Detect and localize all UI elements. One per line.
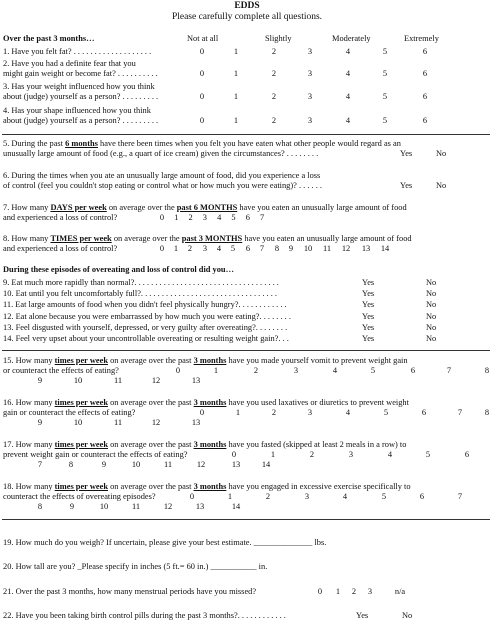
episode-question-11: 11. Eat large amounts of food when you didn't feel physically hungry?. . . . . . . . . . . . bbox=[3, 300, 287, 310]
q22-no-option[interactable]: No bbox=[402, 611, 413, 620]
q15-option-4[interactable]: 4 bbox=[332, 366, 338, 375]
q13-yes-option[interactable]: Yes bbox=[362, 322, 375, 332]
q8-option-0[interactable]: 0 bbox=[159, 244, 165, 253]
q15-option-2[interactable]: 2 bbox=[253, 366, 259, 375]
q21-option-0[interactable]: 0 bbox=[317, 587, 323, 596]
q17-option-11[interactable]: 11 bbox=[163, 460, 173, 469]
q8-option-14[interactable]: 14 bbox=[380, 244, 390, 253]
question-7-line2: and experienced a loss of control? bbox=[3, 213, 118, 222]
q2-option-0[interactable]: 0 bbox=[199, 69, 205, 78]
question-1: 1. Have you felt fat? . . . . . . . . . . . . . . . . . . . bbox=[3, 47, 152, 56]
q18-option-11[interactable]: 11 bbox=[131, 502, 141, 511]
episode-question-13: 13. Feel disgusted with yourself, depressed, or very guilty after overeating?. . . . . . . . bbox=[3, 322, 288, 332]
q4-option-6[interactable]: 6 bbox=[422, 116, 428, 125]
scale-label-moderately: Moderately bbox=[332, 34, 371, 43]
q2-option-1[interactable]: 1 bbox=[233, 69, 239, 78]
q21-option-2[interactable]: 2 bbox=[351, 587, 357, 596]
q2-option-6[interactable]: 6 bbox=[422, 69, 428, 78]
q8-option-7[interactable]: 7 bbox=[259, 244, 265, 253]
question-3-line2: about (judge) yourself as a person? . . . . . . . . . bbox=[3, 92, 159, 101]
q15-option-8[interactable]: 8 bbox=[484, 366, 490, 375]
q17-option-8[interactable]: 8 bbox=[68, 460, 74, 469]
q18-option-0[interactable]: 0 bbox=[189, 492, 195, 501]
q18-option-13[interactable]: 13 bbox=[195, 502, 205, 511]
q8-option-9[interactable]: 9 bbox=[288, 244, 294, 253]
q8-option-12[interactable]: 12 bbox=[341, 244, 351, 253]
question-16-line1: 16. How many times per week on average over the past 3 months have you used laxatives or diuretics to prevent weight bbox=[3, 398, 409, 407]
q17-option-9[interactable]: 9 bbox=[101, 460, 107, 469]
q21-option-1[interactable]: 1 bbox=[335, 587, 341, 596]
q7-option-4[interactable]: 4 bbox=[217, 213, 222, 222]
question-17-line2: prevent weight gain or counteract the effects of eating? bbox=[3, 450, 188, 459]
episode-question-14: 14. Feel very upset about your uncontrollable overeating or resulting weight gain?. . . bbox=[3, 334, 289, 343]
q7-option-2[interactable]: 2 bbox=[188, 213, 193, 222]
q15-option-1[interactable]: 1 bbox=[213, 366, 219, 375]
question-21: 21. Over the past 3 months, how many menstrual periods have you missed? bbox=[3, 587, 257, 596]
divider bbox=[2, 519, 490, 520]
q18-option-12[interactable]: 12 bbox=[163, 502, 173, 511]
q16-option-11[interactable]: 11 bbox=[113, 418, 123, 427]
question-4-line1: 4. Has your shape influenced how you think bbox=[3, 106, 151, 115]
q4-option-3[interactable]: 3 bbox=[307, 116, 313, 125]
q9-yes-option[interactable]: Yes bbox=[362, 278, 375, 287]
question-7-line1: 7. How many DAYS per week on average over the past 6 MONTHS have you eaten an unusually large amount of food bbox=[3, 203, 407, 212]
q4-option-4[interactable]: 4 bbox=[345, 116, 351, 125]
q16-option-6[interactable]: 6 bbox=[421, 408, 427, 417]
q16-option-5[interactable]: 5 bbox=[383, 408, 389, 417]
q1-option-5[interactable]: 5 bbox=[382, 47, 388, 56]
q8-option-11[interactable]: 11 bbox=[322, 244, 332, 253]
q16-option-10[interactable]: 10 bbox=[73, 418, 83, 427]
q18-option-6[interactable]: 6 bbox=[419, 492, 425, 501]
q16-option-12[interactable]: 12 bbox=[151, 418, 161, 427]
q18-option-9[interactable]: 9 bbox=[69, 502, 75, 511]
section1-header: Over the past 3 months… bbox=[3, 34, 95, 43]
q18-option-7[interactable]: 7 bbox=[457, 492, 463, 501]
q1-option-4[interactable]: 4 bbox=[345, 47, 351, 56]
q7-option-6[interactable]: 6 bbox=[245, 213, 250, 222]
q2-option-4[interactable]: 4 bbox=[345, 69, 351, 78]
q17-option-10[interactable]: 10 bbox=[131, 460, 141, 469]
q8-option-2[interactable]: 2 bbox=[187, 244, 193, 253]
question-3-line1: 3. Has your weight influenced how you think bbox=[3, 82, 155, 91]
q15-option-13[interactable]: 13 bbox=[191, 376, 201, 385]
q10-no-option[interactable]: No bbox=[426, 289, 437, 299]
q15-option-12[interactable]: 12 bbox=[151, 376, 161, 385]
q8-option-13[interactable]: 13 bbox=[361, 244, 371, 253]
q7-option-3[interactable]: 3 bbox=[202, 213, 207, 222]
q12-yes-option[interactable]: Yes bbox=[362, 311, 375, 321]
q15-option-10[interactable]: 10 bbox=[73, 376, 83, 385]
q16-option-7[interactable]: 7 bbox=[457, 408, 463, 417]
q8-option-1[interactable]: 1 bbox=[173, 244, 179, 253]
q15-option-7[interactable]: 7 bbox=[446, 366, 452, 375]
form-title: EDDS bbox=[234, 1, 260, 11]
divider bbox=[2, 134, 490, 135]
q7-option-7[interactable]: 7 bbox=[260, 213, 265, 222]
q12-no-option[interactable]: No bbox=[426, 311, 437, 321]
q8-option-8[interactable]: 8 bbox=[274, 244, 280, 253]
q6-yes-option[interactable]: Yes bbox=[400, 181, 413, 190]
q17-option-3[interactable]: 3 bbox=[348, 450, 354, 459]
q2-option-3[interactable]: 3 bbox=[307, 69, 313, 78]
q15-option-6[interactable]: 6 bbox=[410, 366, 416, 375]
q18-option-14[interactable]: 14 bbox=[231, 502, 241, 511]
q15-option-11[interactable]: 11 bbox=[113, 376, 123, 385]
episode-question-9: 9. Eat much more rapidly than normal?. . . . . . . . . . . . . . . . . . . . . . . . . . . . . . . . . . . bbox=[3, 278, 279, 287]
q8-option-4[interactable]: 4 bbox=[216, 244, 222, 253]
question-2-line2: might gain weight or become fat? . . . . . . . . . . bbox=[3, 69, 158, 78]
q3-option-0[interactable]: 0 bbox=[199, 92, 205, 101]
question-5-line1: 5. During the past 6 months have there been times when you felt you have eaten what other people would regard as an bbox=[3, 139, 401, 148]
q15-option-3[interactable]: 3 bbox=[293, 366, 299, 375]
q21-option-3[interactable]: 3 bbox=[367, 587, 373, 596]
q15-option-0[interactable]: 0 bbox=[175, 366, 181, 375]
q18-option-1[interactable]: 1 bbox=[227, 492, 233, 501]
q1-option-0[interactable]: 0 bbox=[199, 47, 205, 56]
q3-option-3[interactable]: 3 bbox=[307, 92, 313, 101]
q17-option-14[interactable]: 14 bbox=[261, 460, 271, 469]
q3-option-4[interactable]: 4 bbox=[345, 92, 351, 101]
question-8-line1: 8. How many TIMES per week on average over the past 3 MONTHS have you eaten an unusually large amount of food bbox=[3, 234, 412, 243]
q18-option-2[interactable]: 2 bbox=[265, 492, 271, 501]
q6-no-option[interactable]: No bbox=[436, 181, 447, 190]
q18-option-3[interactable]: 3 bbox=[304, 492, 310, 501]
question-17-line1: 17. How many times per week on average over the past 3 months have you fasted (skipped at least 2 meals in a row) to bbox=[3, 440, 407, 449]
question-19: 19. How much do you weigh? If uncertain, please give your best estimate. ______________ lbs. bbox=[3, 538, 327, 547]
q18-option-8[interactable]: 8 bbox=[37, 502, 43, 511]
q14-no-option[interactable]: No bbox=[426, 334, 437, 343]
divider bbox=[2, 350, 490, 351]
q17-option-13[interactable]: 13 bbox=[231, 460, 241, 469]
q17-option-2[interactable]: 2 bbox=[309, 450, 315, 459]
scale-label-slightly: Slightly bbox=[265, 34, 292, 43]
q9-no-option[interactable]: No bbox=[426, 278, 437, 287]
question-2-line1: 2. Have you had a definite fear that you bbox=[3, 59, 136, 68]
question-6-line1: 6. During the times when you ate an unusually large amount of food, did you experience a loss bbox=[3, 171, 321, 180]
q4-option-5[interactable]: 5 bbox=[382, 116, 388, 125]
question-18-line1: 18. How many times per week on average over the past 3 months have you engaged in excessive exercise specifically to bbox=[3, 482, 411, 491]
q4-option-2[interactable]: 2 bbox=[271, 116, 277, 125]
q3-option-2[interactable]: 2 bbox=[271, 92, 277, 101]
q14-yes-option[interactable]: Yes bbox=[362, 334, 375, 343]
q3-option-5[interactable]: 5 bbox=[382, 92, 388, 101]
q7-option-1[interactable]: 1 bbox=[174, 213, 179, 222]
q7-option-0[interactable]: 0 bbox=[159, 213, 165, 222]
q5-no-option[interactable]: No bbox=[436, 149, 447, 158]
q15-option-9[interactable]: 9 bbox=[37, 376, 43, 385]
q1-option-1[interactable]: 1 bbox=[233, 47, 239, 56]
form-subtitle: Please carefully complete all questions. bbox=[171, 12, 323, 22]
question-18-line2: counteract the effects of overeating episodes? bbox=[3, 492, 156, 501]
q17-option-1[interactable]: 1 bbox=[270, 450, 276, 459]
question-6-line2: of control (feel you couldn't stop eating or control what or how much you were eating)? . . . . . . bbox=[3, 181, 322, 190]
q10-yes-option[interactable]: Yes bbox=[362, 289, 375, 299]
q8-option-6[interactable]: 6 bbox=[245, 244, 251, 253]
question-15-line2: or counteract the effects of eating? bbox=[3, 366, 119, 375]
question-20: 20. How tall are you? _Please specify in inches (5 ft.= 60 in.) ___________ in. bbox=[3, 562, 268, 571]
q4-option-0[interactable]: 0 bbox=[199, 116, 205, 125]
q1-option-6[interactable]: 6 bbox=[422, 47, 428, 56]
q17-option-0[interactable]: 0 bbox=[231, 450, 237, 459]
q16-option-8[interactable]: 8 bbox=[484, 408, 490, 417]
question-4-line2: about (judge) yourself as a person? . . . . . . . . . bbox=[3, 116, 159, 125]
q15-option-5[interactable]: 5 bbox=[370, 366, 376, 375]
q4-option-1[interactable]: 1 bbox=[233, 116, 239, 125]
scale-label-not-at-all: Not at all bbox=[187, 34, 219, 43]
question-22: 22. Have you been taking birth control pills during the past 3 months?. . . . . . . . . . . . bbox=[3, 611, 286, 620]
question-8-line2: and experienced a loss of control? bbox=[3, 244, 118, 253]
q17-option-7[interactable]: 7 bbox=[37, 460, 43, 469]
question-5-line2: unusually large amount of food (e.g., a quart of ice cream) given the circumstances? . . . . . . . . bbox=[3, 149, 319, 158]
q8-option-10[interactable]: 10 bbox=[303, 244, 313, 253]
q16-option-4[interactable]: 4 bbox=[345, 408, 351, 417]
episode-question-12: 12. Eat alone because you were embarrassed by how much you were eating?. . . . . . . . bbox=[3, 311, 291, 321]
q18-option-10[interactable]: 10 bbox=[99, 502, 109, 511]
q5-yes-option[interactable]: Yes bbox=[400, 149, 413, 158]
q17-option-6[interactable]: 6 bbox=[464, 450, 470, 459]
q16-option-2[interactable]: 2 bbox=[271, 408, 277, 417]
q16-option-1[interactable]: 1 bbox=[235, 408, 241, 417]
q16-option-3[interactable]: 3 bbox=[307, 408, 313, 417]
scale-label-extremely: Extremely bbox=[404, 34, 439, 43]
episode-question-10: 10. Eat until you felt uncomfortably full?. . . . . . . . . . . . . . . . . . . . . . . . . . . . . . . . . bbox=[3, 289, 278, 299]
q8-option-3[interactable]: 3 bbox=[202, 244, 208, 253]
q11-yes-option[interactable]: Yes bbox=[362, 300, 375, 310]
q13-no-option[interactable]: No bbox=[426, 322, 437, 332]
episodes-header: During these episodes of overeating and loss of control did you… bbox=[3, 265, 234, 274]
q2-option-5[interactable]: 5 bbox=[382, 69, 388, 78]
q7-option-5[interactable]: 5 bbox=[231, 213, 236, 222]
q18-option-4[interactable]: 4 bbox=[342, 492, 348, 501]
q17-option-4[interactable]: 4 bbox=[387, 450, 393, 459]
q3-option-1[interactable]: 1 bbox=[233, 92, 239, 101]
q8-option-5[interactable]: 5 bbox=[230, 244, 236, 253]
q18-option-5[interactable]: 5 bbox=[381, 492, 387, 501]
q17-option-12[interactable]: 12 bbox=[196, 460, 206, 469]
q16-option-9[interactable]: 9 bbox=[37, 418, 43, 427]
question-16-line2: gain or counteract the effects of eating? bbox=[3, 408, 136, 417]
q21-option-n/a[interactable]: n/a bbox=[394, 587, 406, 596]
q3-option-6[interactable]: 6 bbox=[422, 92, 428, 101]
q1-option-3[interactable]: 3 bbox=[307, 47, 313, 56]
q22-yes-option[interactable]: Yes bbox=[356, 611, 369, 620]
q16-option-13[interactable]: 13 bbox=[191, 418, 201, 427]
q17-option-5[interactable]: 5 bbox=[425, 450, 431, 459]
q16-option-0[interactable]: 0 bbox=[199, 408, 205, 417]
q11-no-option[interactable]: No bbox=[426, 300, 437, 310]
question-15-line1: 15. How many times per week on average over the past 3 months have you made yourself vomit to prevent weight gain bbox=[3, 356, 408, 365]
q2-option-2[interactable]: 2 bbox=[271, 69, 277, 78]
q1-option-2[interactable]: 2 bbox=[271, 47, 277, 56]
